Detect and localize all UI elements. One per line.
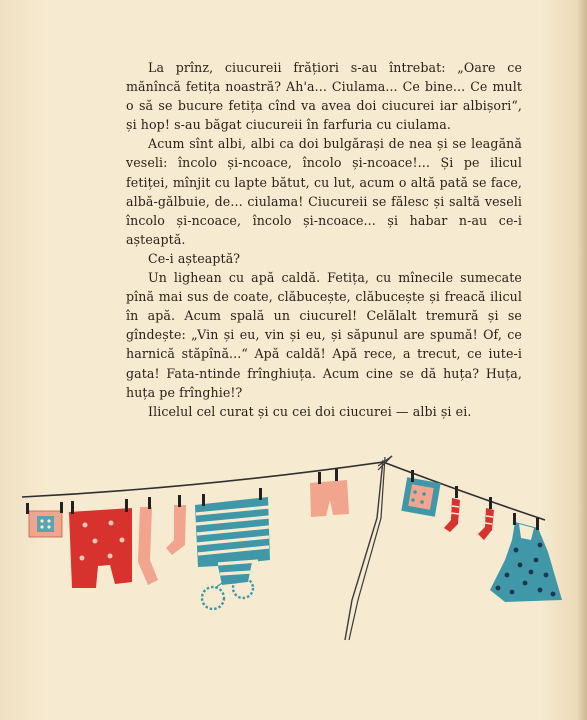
clothesline-illustration [0,446,587,720]
paragraph-1: La prînz, ciucureii frățiori s-au întrebat: „Oare ce mănîncă fetița noastră? Ah'a... Ciulama... Ce bine... Ce mult o să se bucure fetița cînd va avea doi ciucurei iar albișori“, și hop! s-au băgat ciucureii în farfuria cu ciulama. [126,60,522,133]
red-romper [69,499,132,588]
story-text [126,58,522,421]
paragraph-2: Acum sînt albi, albi ca doi bulgărași de nea și se leagănă veseli: încolo și-ncoace, încolo și-ncoace!... Și pe ilicul fetiței, mînjit cu lapte bătut, cu lut, acum o altă pată se face, albă-gălbuie, de... ciulama! Ciucureii se fălesc și saltă veseli încolo și-ncoace, încolo și-ncoace... și habar n-au ce-i așteaptă. [126,136,522,247]
paragraph-5: Ilicelul cel curat și cu cei doi ciucurei — albi și ei. [148,403,472,419]
striped-sweater [195,488,270,609]
pink-shorts [310,469,349,517]
polka-dot-dress [490,513,562,602]
pink-stockings [138,495,186,585]
paragraph-3: Ce-i așteaptă? [148,250,241,266]
clothesline-pole [345,456,392,640]
pink-napkin [26,502,63,537]
paragraph-4: Un lighean cu apă caldă. Fetița, cu mînecile sumecate pînă mai sus de coate, clăbucește, clăbucește și freacă ilicul în apă. Acum spală un ciucurel! Celălalt tremură și se gîndește: „Vin și eu, vin și eu, și săpunul are spumă! Of, ce harnică stăpînă...“ Apă caldă! Apă rece, a trecut, ce iute-i gata! Fata-ntinde frînghiuța. Acum cine se dă huța? Huța, huța pe frînghie!? [126,270,522,400]
